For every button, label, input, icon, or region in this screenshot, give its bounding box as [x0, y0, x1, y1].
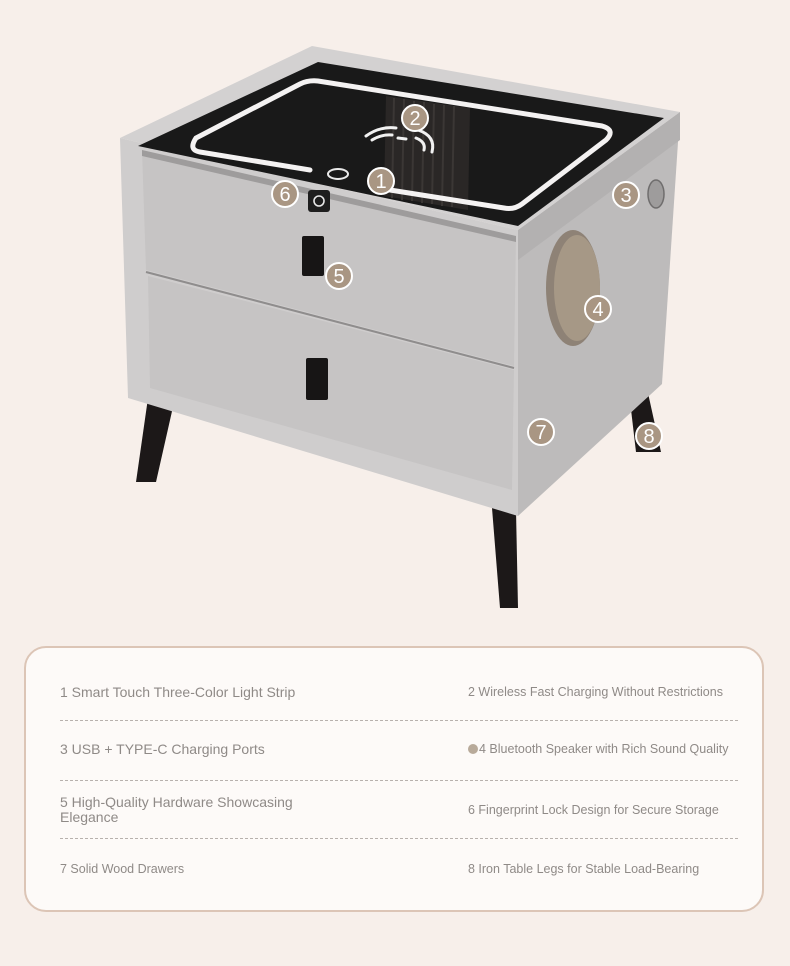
callout-7-number: 7 — [535, 422, 547, 444]
callout-4 — [585, 296, 611, 322]
fingerprint-lock — [308, 190, 330, 212]
feature-8: 8 Iron Table Legs for Stable Load-Bearing — [468, 862, 700, 876]
feature-4: 4 Bluetooth Speaker with Rich Sound Quality — [479, 742, 729, 756]
feature-2: 2 Wireless Fast Charging Without Restrictions — [468, 685, 723, 699]
feature-1: 1 Smart Touch Three-Color Light Strip — [60, 683, 296, 700]
drawer-handle-bottom — [306, 358, 328, 400]
callout-8-number: 8 — [643, 426, 655, 448]
dashed-divider — [60, 838, 738, 839]
callout-1-number: 1 — [375, 171, 387, 193]
callout-1 — [368, 168, 394, 194]
feature-row — [60, 788, 738, 832]
feature-row — [60, 728, 738, 770]
drawer-handle-top — [302, 236, 324, 276]
callout-2 — [402, 105, 428, 131]
callout-3 — [613, 182, 639, 208]
callout-6 — [272, 181, 298, 207]
callout-5-number: 5 — [333, 266, 345, 288]
callout-2-number: 2 — [409, 108, 421, 130]
callout-7 — [528, 419, 554, 445]
dashed-divider — [60, 780, 738, 781]
feature-6: 6 Fingerprint Lock Design for Secure Storage — [468, 803, 719, 817]
dashed-divider — [60, 720, 738, 721]
feature-row — [60, 670, 738, 714]
usb-port — [648, 180, 664, 208]
leg-front-right — [492, 508, 518, 608]
feature-row — [60, 848, 738, 890]
feature-4-wrapper — [468, 742, 738, 756]
feature-5: 5 High-Quality Hardware Showcasing Elegance — [60, 794, 293, 825]
callout-4-number: 4 — [592, 299, 604, 321]
feature-7: 7 Solid Wood Drawers — [60, 861, 185, 876]
callout-6-number: 6 — [279, 184, 291, 206]
feature-3: 3 USB + TYPE-C Charging Ports — [60, 740, 265, 757]
callout-3-number: 3 — [620, 185, 632, 207]
leg-front-left — [136, 398, 175, 482]
speaker-grille-inner — [554, 235, 600, 341]
features-card — [24, 646, 764, 912]
speaker-icon — [468, 744, 478, 754]
callout-8 — [636, 423, 662, 449]
callout-5 — [326, 263, 352, 289]
